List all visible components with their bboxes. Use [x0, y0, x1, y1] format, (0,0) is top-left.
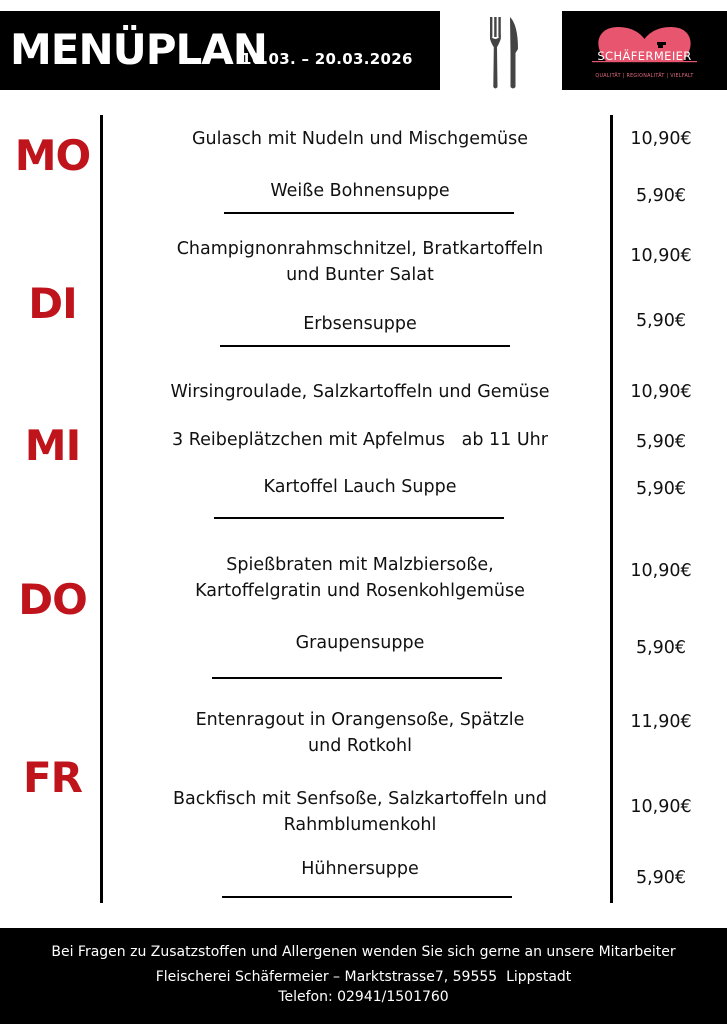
footer-allergen-note: Bei Fragen zu Zusatzstoffen und Allergenen wenden Sie sich gerne an unsere Mitarbeiter: [51, 944, 676, 960]
dish-fr-3: Hühnersuppe: [301, 859, 419, 879]
dish-fr-1-line1: Entenragout in Orangensoße, Spätzle: [195, 710, 525, 730]
dish-di-1-line2: und Bunter Salat: [286, 265, 434, 285]
dish-di-1: [110, 236, 610, 288]
day-label-fr: FR: [22, 753, 83, 802]
separator-fr: [222, 896, 512, 898]
day-label-mi: MI: [24, 421, 81, 470]
price-mi-3: 5,90€: [635, 479, 687, 499]
page-title: MENÜPLAN: [10, 25, 267, 74]
price-mo-1: 10,90€: [630, 129, 692, 149]
dish-do-1-line2: Kartoffelgratin und Rosenkohlgemüse: [195, 581, 525, 601]
date-range: 16.03. – 20.03.2026: [241, 50, 413, 68]
price-fr-1: 11,90€: [630, 712, 692, 732]
logo-brand: SCHÄFERMEIER: [597, 49, 692, 63]
dish-do-2: Graupensuppe: [295, 633, 425, 653]
price-fr-2: 10,90€: [630, 797, 692, 817]
dish-di-1-line1: Champignonrahmschnitzel, Bratkartoffeln: [176, 239, 544, 259]
day-label-do: DO: [18, 575, 87, 624]
dish-fr-2-line2: Rahmblumenkohl: [283, 815, 437, 835]
dish-fr-1: [110, 707, 610, 759]
dish-mo-2: Weiße Bohnensuppe: [270, 181, 450, 201]
price-mo-2: 5,90€: [635, 186, 687, 206]
logo: [562, 11, 727, 90]
dish-mo-1: Gulasch mit Nudeln und Mischgemüse: [191, 129, 529, 149]
price-di-2: 5,90€: [635, 311, 687, 331]
price-di-1: 10,90€: [630, 246, 692, 266]
right-divider: [610, 115, 613, 903]
header-bar: [0, 11, 440, 90]
dish-di-2: Erbsensuppe: [303, 314, 417, 334]
price-fr-3: 5,90€: [635, 868, 687, 888]
day-label-di: DI: [28, 279, 77, 328]
fork-knife-icon: [488, 15, 520, 91]
separator-mi: [214, 517, 504, 519]
dish-mi-1: Wirsingroulade, Salzkartoffeln und Gemüse: [170, 382, 550, 402]
footer-phone: Telefon: 02941/1501760: [278, 989, 449, 1005]
dish-fr-2-line1: Backfisch mit Senfsoße, Salzkartoffeln und: [173, 789, 547, 809]
dish-fr-2: [110, 786, 610, 838]
separator-do: [212, 677, 502, 679]
price-do-2: 5,90€: [635, 638, 687, 658]
price-mi-2: 5,90€: [635, 432, 687, 452]
dish-mi-3: Kartoffel Lauch Suppe: [263, 477, 457, 497]
separator-di: [220, 345, 510, 347]
day-label-mo: MO: [14, 131, 91, 180]
price-do-1: 10,90€: [630, 561, 692, 581]
dish-mi-2: 3 Reibeplätzchen mit Apfelmus ab 11 Uhr: [172, 430, 548, 450]
price-mi-1: 10,90€: [630, 382, 692, 402]
dish-do-1: [110, 552, 610, 604]
dish-fr-1-line2: und Rotkohl: [308, 736, 412, 756]
separator-mo: [224, 212, 514, 214]
footer-address: Fleischerei Schäfermeier – Marktstrasse7, 59555 Lippstadt: [155, 969, 572, 985]
logo-tagline: QUALITÄT | REGIONALITÄT | VIELFALT: [595, 74, 694, 79]
footer: [0, 928, 727, 1024]
dish-do-1-line1: Spießbraten mit Malzbiersoße,: [226, 555, 494, 575]
